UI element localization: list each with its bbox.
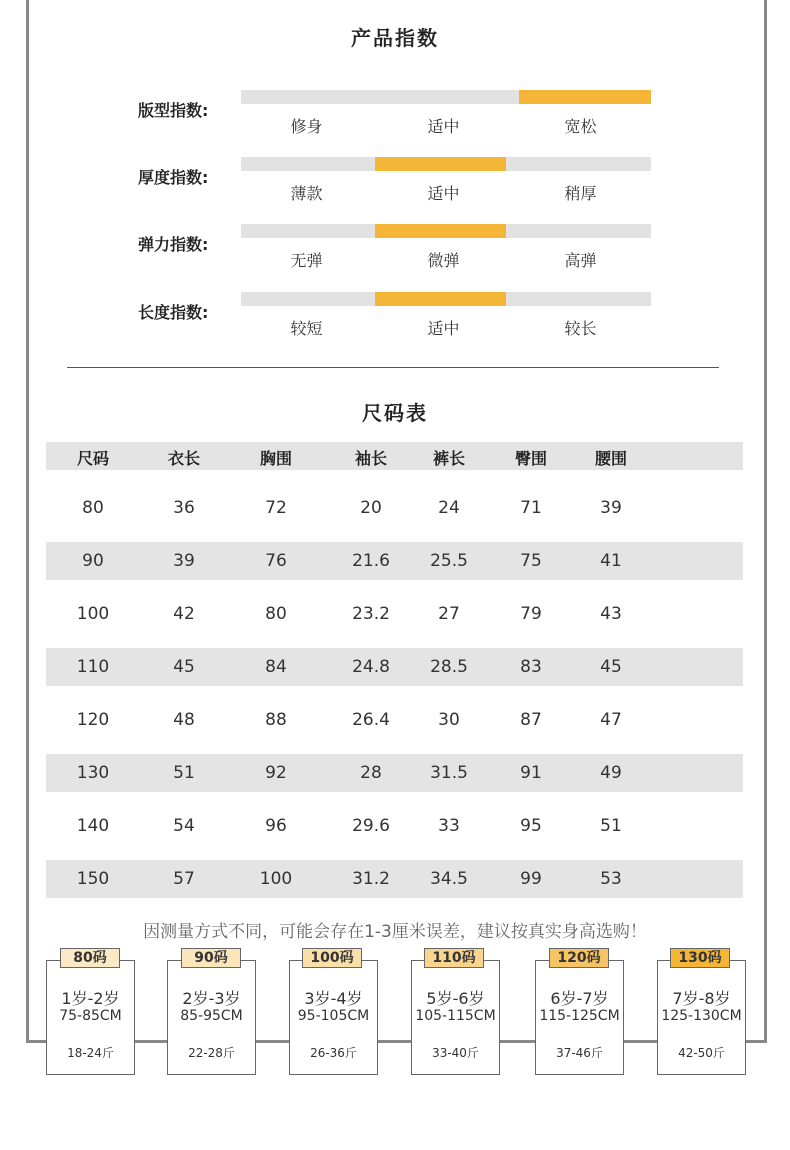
size-card-weight: 26-36斤 bbox=[310, 1046, 357, 1060]
table-cell: 92 bbox=[265, 763, 287, 783]
table-row bbox=[46, 595, 743, 633]
table-row bbox=[46, 542, 743, 580]
size-tag: 90码 bbox=[181, 948, 241, 968]
index-option: 无弹 bbox=[290, 251, 323, 270]
table-cell: 80 bbox=[265, 604, 287, 624]
size-card-weight: 37-46斤 bbox=[556, 1046, 603, 1060]
table-header-cell: 裤长 bbox=[432, 449, 465, 468]
size-card bbox=[657, 960, 746, 1075]
table-cell: 96 bbox=[265, 816, 287, 836]
table-cell: 90 bbox=[82, 551, 104, 571]
index-option: 修身 bbox=[290, 117, 323, 136]
size-card bbox=[411, 960, 500, 1075]
size-card-height: 115-125CM bbox=[539, 1008, 620, 1024]
table-cell: 24 bbox=[438, 498, 460, 518]
table-cell: 23.2 bbox=[352, 604, 390, 624]
size-tag: 110码 bbox=[424, 948, 484, 968]
table-header-cell: 腰围 bbox=[594, 449, 627, 468]
index-row bbox=[0, 292, 790, 352]
frame-bottom-border bbox=[26, 1040, 767, 1043]
table-cell: 95 bbox=[520, 816, 542, 836]
size-card-height: 105-115CM bbox=[415, 1008, 496, 1024]
index-selected-segment bbox=[519, 90, 651, 104]
table-cell: 71 bbox=[520, 498, 542, 518]
table-cell: 80 bbox=[82, 498, 104, 518]
size-card bbox=[46, 960, 135, 1075]
index-track bbox=[241, 90, 651, 104]
table-cell: 57 bbox=[173, 869, 195, 889]
index-row bbox=[0, 90, 790, 150]
index-option: 较长 bbox=[564, 319, 597, 338]
table-cell: 150 bbox=[76, 869, 110, 889]
index-track bbox=[241, 292, 651, 306]
table-cell: 100 bbox=[259, 869, 293, 889]
size-card-age: 6岁-7岁 bbox=[550, 989, 609, 1008]
size-tag: 120码 bbox=[549, 948, 609, 968]
table-cell: 20 bbox=[360, 498, 382, 518]
table-cell: 30 bbox=[438, 710, 460, 730]
size-card bbox=[167, 960, 256, 1075]
size-tag: 100码 bbox=[302, 948, 362, 968]
size-tag: 80码 bbox=[60, 948, 120, 968]
measurement-note: 因测量方式不同，可能会存在1-3厘米误差，建议按真实身高选购！ bbox=[143, 922, 647, 942]
table-cell: 26.4 bbox=[352, 710, 390, 730]
table-cell: 24.8 bbox=[352, 657, 390, 677]
table-cell: 100 bbox=[76, 604, 110, 624]
size-card bbox=[289, 960, 378, 1075]
index-option: 微弹 bbox=[427, 251, 460, 270]
size-card-height: 75-85CM bbox=[59, 1008, 122, 1024]
table-cell: 39 bbox=[173, 551, 195, 571]
index-option: 稍厚 bbox=[564, 184, 597, 203]
table-cell: 29.6 bbox=[352, 816, 390, 836]
index-selected-segment bbox=[375, 292, 506, 306]
table-header-cell: 尺码 bbox=[76, 449, 109, 468]
table-cell: 75 bbox=[520, 551, 542, 571]
size-card-weight: 42-50斤 bbox=[678, 1046, 725, 1060]
size-card-age: 7岁-8岁 bbox=[672, 989, 731, 1008]
table-row bbox=[46, 489, 743, 527]
size-card-age: 5岁-6岁 bbox=[426, 989, 485, 1008]
index-selected-segment bbox=[375, 157, 506, 171]
table-cell: 72 bbox=[265, 498, 287, 518]
size-card-weight: 33-40斤 bbox=[432, 1046, 479, 1060]
table-cell: 45 bbox=[600, 657, 622, 677]
table-cell: 49 bbox=[600, 763, 622, 783]
table-cell: 79 bbox=[520, 604, 542, 624]
table-cell: 53 bbox=[600, 869, 622, 889]
table-cell: 41 bbox=[600, 551, 622, 571]
table-cell: 76 bbox=[265, 551, 287, 571]
table-cell: 51 bbox=[600, 816, 622, 836]
table-cell: 28.5 bbox=[430, 657, 468, 677]
size-tag: 130码 bbox=[670, 948, 730, 968]
table-cell: 130 bbox=[76, 763, 110, 783]
index-label: 长度指数: bbox=[138, 303, 209, 322]
table-cell: 28 bbox=[360, 763, 382, 783]
index-label: 厚度指数: bbox=[138, 168, 209, 187]
table-cell: 120 bbox=[76, 710, 110, 730]
table-cell: 33 bbox=[438, 816, 460, 836]
table-cell: 87 bbox=[520, 710, 542, 730]
size-card-weight: 18-24斤 bbox=[67, 1046, 114, 1060]
index-label: 版型指数: bbox=[138, 101, 209, 120]
index-option: 宽松 bbox=[564, 117, 597, 136]
table-cell: 42 bbox=[173, 604, 195, 624]
size-card-age: 3岁-4岁 bbox=[304, 989, 363, 1008]
table-cell: 47 bbox=[600, 710, 622, 730]
table-header-cell: 胸围 bbox=[259, 449, 292, 468]
table-cell: 99 bbox=[520, 869, 542, 889]
size-card bbox=[535, 960, 624, 1075]
table-row bbox=[46, 754, 743, 792]
table-cell: 84 bbox=[265, 657, 287, 677]
table-cell: 43 bbox=[600, 604, 622, 624]
index-option: 薄款 bbox=[290, 184, 323, 203]
table-cell: 51 bbox=[173, 763, 195, 783]
index-option: 高弹 bbox=[564, 251, 597, 270]
table-cell: 36 bbox=[173, 498, 195, 518]
index-row bbox=[0, 157, 790, 217]
table-cell: 27 bbox=[438, 604, 460, 624]
table-cell: 91 bbox=[520, 763, 542, 783]
index-track bbox=[241, 224, 651, 238]
size-table-title: 尺码表 bbox=[362, 401, 428, 425]
table-header-cell: 袖长 bbox=[354, 449, 387, 468]
index-option: 适中 bbox=[427, 117, 460, 136]
size-card-weight: 22-28斤 bbox=[188, 1046, 235, 1060]
table-cell: 31.5 bbox=[430, 763, 468, 783]
index-option: 适中 bbox=[427, 319, 460, 338]
table-header-cell: 衣长 bbox=[167, 449, 200, 468]
table-header-cell: 臀围 bbox=[514, 449, 547, 468]
table-cell: 54 bbox=[173, 816, 195, 836]
index-track bbox=[241, 157, 651, 171]
table-cell: 48 bbox=[173, 710, 195, 730]
table-cell: 110 bbox=[76, 657, 110, 677]
index-selected-segment bbox=[375, 224, 506, 238]
index-row bbox=[0, 224, 790, 284]
table-row bbox=[46, 648, 743, 686]
table-row bbox=[46, 807, 743, 845]
index-label: 弹力指数: bbox=[138, 235, 209, 254]
table-row bbox=[46, 701, 743, 739]
section-divider bbox=[67, 367, 719, 368]
table-cell: 21.6 bbox=[352, 551, 390, 571]
size-card-age: 2岁-3岁 bbox=[182, 989, 241, 1008]
index-option: 适中 bbox=[427, 184, 460, 203]
table-row bbox=[46, 860, 743, 898]
size-card-age: 1岁-2岁 bbox=[61, 989, 120, 1008]
table-cell: 45 bbox=[173, 657, 195, 677]
table-cell: 31.2 bbox=[352, 869, 390, 889]
table-cell: 140 bbox=[76, 816, 110, 836]
table-cell: 25.5 bbox=[430, 551, 468, 571]
size-card-height: 95-105CM bbox=[297, 1008, 370, 1024]
table-cell: 39 bbox=[600, 498, 622, 518]
table-cell: 34.5 bbox=[430, 869, 468, 889]
table-cell: 83 bbox=[520, 657, 542, 677]
product-index-title: 产品指数 bbox=[351, 26, 439, 50]
table-cell: 88 bbox=[265, 710, 287, 730]
index-option: 较短 bbox=[290, 319, 323, 338]
table-header-row bbox=[46, 442, 743, 470]
size-card-height: 85-95CM bbox=[180, 1008, 243, 1024]
size-card-height: 125-130CM bbox=[661, 1008, 742, 1024]
